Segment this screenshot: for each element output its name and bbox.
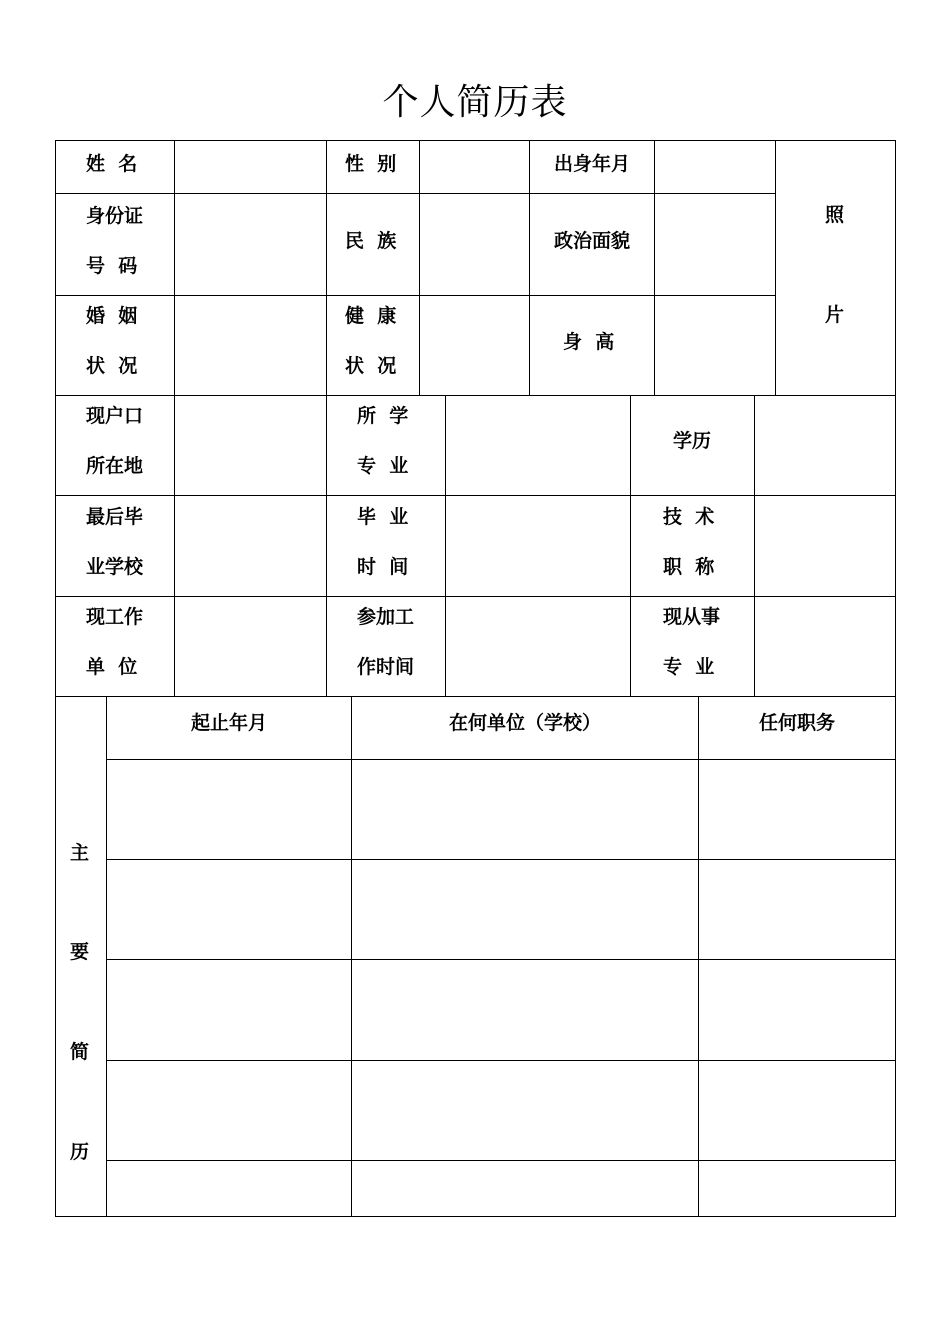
label-height: 身 高 <box>563 331 615 353</box>
label-school-2: 业学校 <box>86 556 144 578</box>
input-political-status[interactable] <box>655 194 774 295</box>
input-current-employer[interactable] <box>175 597 325 696</box>
label-gender: 性 别 <box>345 153 397 175</box>
col-divider <box>529 140 530 395</box>
label-id-1: 身份证 <box>86 205 144 227</box>
input-work-start[interactable] <box>446 597 629 696</box>
input-education[interactable] <box>755 396 895 495</box>
col-divider <box>351 696 352 1216</box>
row-divider <box>106 959 896 960</box>
row-divider <box>55 696 896 697</box>
label-hukou-1: 现户口 <box>86 405 144 427</box>
input-major[interactable] <box>446 396 629 495</box>
input-birth-date[interactable] <box>655 141 774 193</box>
table-border-right <box>895 140 896 1217</box>
input-tech-title[interactable] <box>755 496 895 596</box>
label-field-2: 专 业 <box>663 656 715 678</box>
label-join-2: 作时间 <box>357 656 415 678</box>
table-border-left <box>55 140 56 1217</box>
row-divider <box>106 1060 896 1061</box>
label-school-1: 最后毕 <box>86 506 144 528</box>
input-id-number[interactable] <box>175 194 325 295</box>
label-ethnicity: 民 族 <box>345 230 397 252</box>
photo-box[interactable] <box>776 141 895 395</box>
col-divider <box>106 696 107 1216</box>
label-grad-2: 时 间 <box>357 556 409 578</box>
label-health-2: 状 况 <box>345 355 397 377</box>
label-field-1: 现从事 <box>663 606 721 628</box>
label-major-1: 所 学 <box>357 405 409 427</box>
page-title: 个人简历表 <box>382 82 568 123</box>
label-health-1: 健 康 <box>345 305 397 327</box>
col-divider <box>698 696 699 1216</box>
resume-header-position: 任何职务 <box>758 712 835 734</box>
table-border-bottom <box>55 1216 896 1217</box>
label-major-2: 专 业 <box>357 455 409 477</box>
label-work-1: 现工作 <box>86 606 144 628</box>
row-divider <box>106 759 896 760</box>
label-birth-date: 出身年月 <box>554 153 631 175</box>
resume-side-char: 要 <box>70 941 90 963</box>
col-divider <box>630 395 631 696</box>
label-tech-1: 技 术 <box>663 506 715 528</box>
label-photo-2: 片 <box>825 304 845 326</box>
row-divider <box>106 859 896 860</box>
resume-header-period: 起止年月 <box>190 712 267 734</box>
input-gender[interactable] <box>420 141 528 193</box>
resume-header-organization: 在何单位（学校） <box>448 712 601 734</box>
label-grad-1: 毕 业 <box>357 506 409 528</box>
input-marital-status[interactable] <box>175 296 325 395</box>
label-education: 学历 <box>673 430 712 452</box>
input-height[interactable] <box>655 296 774 395</box>
input-name[interactable] <box>175 141 325 193</box>
label-political-status: 政治面貌 <box>554 230 631 252</box>
label-photo-1: 照 <box>825 204 845 226</box>
input-health-status[interactable] <box>420 296 528 395</box>
input-ethnicity[interactable] <box>420 194 528 295</box>
label-hukou-2: 所在地 <box>86 455 144 477</box>
input-hukou[interactable] <box>175 396 325 495</box>
label-work-2: 单 位 <box>86 656 138 678</box>
label-join-1: 参加工 <box>357 606 415 628</box>
resume-side-char: 简 <box>70 1041 90 1063</box>
resume-side-char: 历 <box>70 1141 90 1163</box>
resume-side-char: 主 <box>70 842 90 864</box>
input-grad-time[interactable] <box>446 496 629 596</box>
label-marital-2: 状 况 <box>86 355 138 377</box>
col-divider <box>326 140 327 696</box>
input-current-field[interactable] <box>755 597 895 696</box>
input-last-school[interactable] <box>175 496 325 596</box>
label-id-2: 号 码 <box>86 255 138 277</box>
row-divider <box>106 1160 896 1161</box>
label-marital-1: 婚 姻 <box>86 305 138 327</box>
label-tech-2: 职 称 <box>663 556 715 578</box>
label-name: 姓 名 <box>86 153 138 175</box>
